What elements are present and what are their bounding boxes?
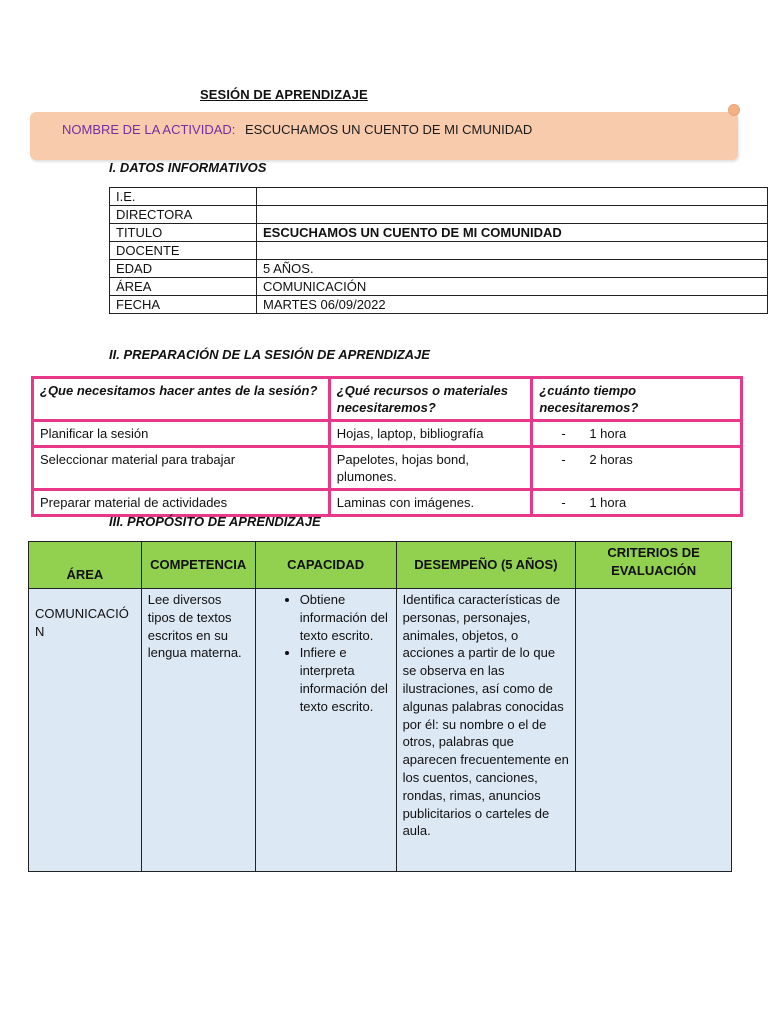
table-row: [110, 224, 768, 242]
table-row: [110, 296, 768, 314]
activity-banner: [30, 112, 738, 160]
time-value: 1 hora: [589, 426, 627, 441]
list-item: • Obtiene información del texto escrito.: [300, 591, 390, 644]
task-cell: Seleccionar material para trabajar: [33, 447, 330, 490]
capacidad-cell: [255, 589, 396, 872]
time-cell: [532, 447, 742, 490]
resources-cell: Papelotes, hojas bond, plumones.: [329, 447, 532, 490]
table-row: [110, 260, 768, 278]
section-heading-datos: I. DATOS INFORMATIVOS: [109, 160, 267, 175]
field-value: [257, 188, 768, 206]
field-label: FECHA: [110, 296, 257, 314]
header-cell: ÁREA: [29, 542, 142, 589]
list-dash: -: [561, 426, 566, 441]
field-label: I.E.: [110, 188, 257, 206]
competencia-cell: Lee diversos tipos de textos escritos en su lengua materna.: [141, 589, 255, 872]
table-row: [110, 188, 768, 206]
field-value: [257, 242, 768, 260]
desempeno-cell: Identifica características de personas, personajes, animales, objetos, o acciones a partir de lo que se observa en las ilustraciones, así como de algunas palabras conocidas por él: su nombre o el de otros, palabras que aparecen frecuentemente en los cuentos, canciones, rondas, rimas, anuncios publicitarios o carteles de aula.: [396, 589, 576, 872]
table-row: [110, 278, 768, 296]
datos-informativos-table: [109, 187, 768, 314]
list-dash: -: [561, 452, 566, 467]
field-label: TITULO: [110, 224, 257, 242]
proposito-table: [28, 541, 732, 872]
field-value: [257, 206, 768, 224]
table-row: [33, 447, 742, 490]
field-label: ÁREA: [110, 278, 257, 296]
task-cell: Preparar material de actividades: [33, 490, 330, 516]
table-header-row: [33, 378, 742, 421]
banner-scroll-curl: [728, 104, 740, 116]
header-cell: CRITERIOS DE EVALUACIÓN: [576, 542, 732, 589]
time-value: 2 horas: [589, 452, 633, 467]
section-heading-proposito: III. PROPÓSITO DE APRENDIZAJE: [109, 514, 321, 529]
table-row: [33, 490, 742, 516]
area-cell: COMUNICACIÓN: [29, 589, 142, 872]
criterios-cell: [576, 589, 732, 872]
document-title: SESIÓN DE APRENDIZAJE: [200, 87, 368, 102]
field-value: MARTES 06/09/2022: [257, 296, 768, 314]
field-value: ESCUCHAMOS UN CUENTO DE MI COMUNIDAD: [257, 224, 768, 242]
time-cell: [532, 421, 742, 447]
field-label: DIRECTORA: [110, 206, 257, 224]
header-cell: COMPETENCIA: [141, 542, 255, 589]
field-value: COMUNICACIÓN: [257, 278, 768, 296]
capacidad-list: [262, 591, 390, 716]
activity-name-label: NOMBRE DE LA ACTIVIDAD:: [62, 122, 236, 137]
header-cell: CAPACIDAD: [255, 542, 396, 589]
task-cell: Planificar la sesión: [33, 421, 330, 447]
header-cell: ¿Que necesitamos hacer antes de la sesión?: [33, 378, 330, 421]
time-value: 1 hora: [589, 495, 627, 510]
table-row: [33, 421, 742, 447]
section-heading-preparacion: II. PREPARACIÓN DE LA SESIÓN DE APRENDIZAJE: [109, 347, 430, 362]
resources-cell: Laminas con imágenes.: [329, 490, 532, 516]
header-cell: DESEMPEÑO (5 AÑOS): [396, 542, 576, 589]
field-value: 5 AÑOS.: [257, 260, 768, 278]
resources-cell: Hojas, laptop, bibliografía: [329, 421, 532, 447]
list-item: • Infiere e interpreta información del texto escrito.: [300, 644, 390, 715]
header-cell: ¿Qué recursos o materiales necesitaremos?: [329, 378, 532, 421]
field-label: DOCENTE: [110, 242, 257, 260]
field-label: EDAD: [110, 260, 257, 278]
time-cell: [532, 490, 742, 516]
list-dash: -: [561, 495, 566, 510]
table-header-row: [29, 542, 732, 589]
preparacion-table: [31, 376, 743, 517]
table-row: [29, 589, 732, 872]
table-row: [110, 206, 768, 224]
activity-name-value: ESCUCHAMOS UN CUENTO DE MI CMUNIDAD: [245, 122, 533, 137]
header-cell: ¿cuánto tiempo necesitaremos?: [532, 378, 742, 421]
table-row: [110, 242, 768, 260]
